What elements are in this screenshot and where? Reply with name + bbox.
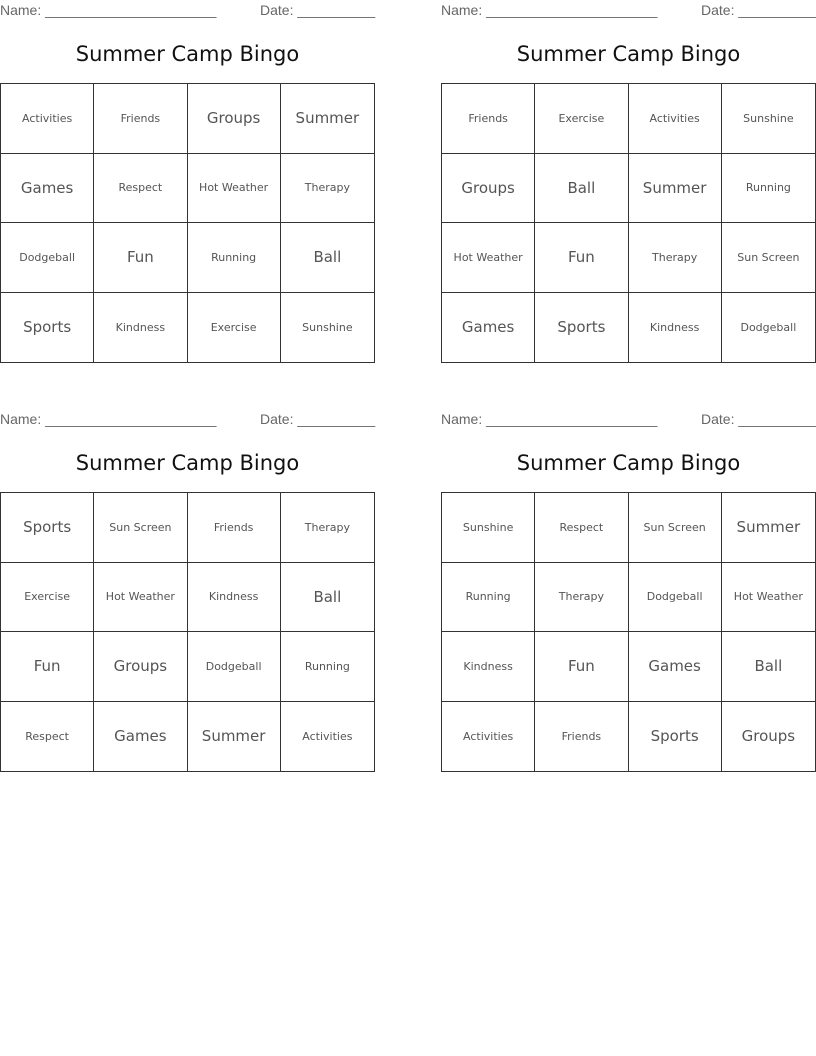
- bingo-cell: Activities: [302, 729, 353, 743]
- bingo-cell: Groups: [442, 154, 535, 224]
- bingo-cell: Therapy: [281, 493, 374, 563]
- card-header: [0, 0, 375, 22]
- bingo-cell: Sunshine: [302, 320, 353, 334]
- bingo-cell: Friends: [94, 84, 187, 154]
- bingo-grid: [0, 83, 375, 363]
- bingo-cell: Sunshine: [442, 493, 535, 563]
- bingo-grid: [441, 492, 816, 772]
- bingo-cell: Hot Weather: [94, 563, 187, 633]
- date-line: Date: __________: [701, 411, 816, 427]
- bingo-cell: Therapy: [281, 154, 374, 224]
- bingo-cell: Summer: [722, 493, 815, 563]
- date-line: Date: __________: [260, 411, 376, 427]
- bingo-cell: Activities: [442, 702, 535, 772]
- bingo-cell: Dodgeball: [188, 632, 281, 702]
- bingo-cell: Exercise: [535, 84, 628, 154]
- bingo-cell: Games: [442, 293, 535, 363]
- bingo-cell: Respect: [94, 154, 187, 224]
- name-line: Name: ______________________: [0, 411, 217, 427]
- card-header: [441, 0, 816, 22]
- bingo-cell: Summer: [281, 84, 374, 154]
- card-title: Summer Camp Bingo: [516, 451, 741, 475]
- bingo-cell: Friends: [442, 84, 535, 154]
- date-line: Date: __________: [701, 2, 816, 18]
- card-header: [0, 409, 375, 431]
- bingo-cell: Sun Screen: [94, 493, 187, 563]
- bingo-cell: Activities: [1, 84, 94, 154]
- bingo-cell: Sports: [1, 293, 94, 363]
- bingo-cell: Friends: [535, 702, 628, 772]
- bingo-cell: Kindness: [629, 293, 722, 363]
- bingo-cell: Hot Weather: [442, 223, 535, 293]
- bingo-cell: Friends: [188, 493, 281, 563]
- bingo-cell: Exercise: [188, 293, 281, 363]
- bingo-cell: Summer: [629, 154, 722, 224]
- bingo-cell: Sunshine: [722, 84, 815, 154]
- bingo-grid: [441, 83, 816, 363]
- bingo-cell: Activities: [629, 84, 722, 154]
- bingo-cell: Games: [94, 702, 187, 772]
- name-line: Name: ______________________: [441, 411, 658, 427]
- bingo-cell: Fun: [1, 632, 94, 702]
- bingo-cell: Sports: [629, 702, 722, 772]
- bingo-cell: Ball: [722, 632, 815, 702]
- bingo-cell: Dodgeball: [740, 320, 797, 334]
- bingo-cell: Running: [442, 563, 535, 633]
- bingo-cell: Groups: [188, 84, 281, 154]
- bingo-cell: Ball: [535, 154, 628, 224]
- bingo-cell: Hot Weather: [188, 154, 281, 224]
- bingo-cell: Running: [281, 632, 374, 702]
- bingo-cell: Therapy: [535, 563, 628, 633]
- bingo-cell: Summer: [188, 702, 281, 772]
- bingo-cell: Sun Screen: [629, 493, 722, 563]
- bingo-cell: Therapy: [629, 223, 722, 293]
- bingo-cell: Fun: [535, 632, 628, 702]
- bingo-cell: Fun: [94, 223, 187, 293]
- bingo-cell: Running: [188, 223, 281, 293]
- card-header: [441, 409, 816, 431]
- bingo-cell: Sports: [1, 493, 94, 563]
- name-line: Name: ______________________: [0, 2, 217, 18]
- bingo-cell: Games: [1, 154, 94, 224]
- bingo-cell: Groups: [94, 632, 187, 702]
- bingo-cell: Fun: [535, 223, 628, 293]
- bingo-cell: Groups: [741, 727, 796, 746]
- bingo-cell: Dodgeball: [629, 563, 722, 633]
- date-line: Date: __________: [260, 2, 376, 18]
- bingo-cell: Ball: [281, 223, 374, 293]
- bingo-cell: Games: [629, 632, 722, 702]
- bingo-cell: Kindness: [94, 293, 187, 363]
- name-line: Name: ______________________: [441, 2, 658, 18]
- card-title: Summer Camp Bingo: [75, 451, 300, 475]
- bingo-cell: Ball: [281, 563, 374, 633]
- bingo-grid: [0, 492, 375, 772]
- bingo-cell: Dodgeball: [1, 223, 94, 293]
- bingo-cell: Respect: [1, 702, 94, 772]
- bingo-cell: Sports: [535, 293, 628, 363]
- bingo-cell: Running: [722, 154, 815, 224]
- bingo-cell: Kindness: [442, 632, 535, 702]
- bingo-cell: Hot Weather: [722, 563, 815, 633]
- bingo-cell: Exercise: [1, 563, 94, 633]
- card-title: Summer Camp Bingo: [75, 42, 300, 66]
- bingo-cell: Kindness: [188, 563, 281, 633]
- card-title: Summer Camp Bingo: [516, 42, 741, 66]
- bingo-cell: Respect: [535, 493, 628, 563]
- bingo-cell: Sun Screen: [722, 223, 815, 293]
